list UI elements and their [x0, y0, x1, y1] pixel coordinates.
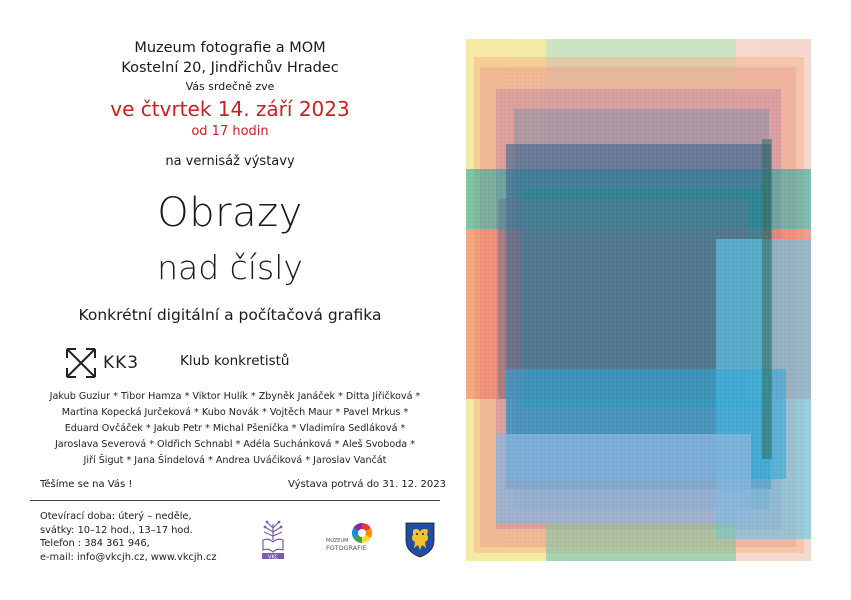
exhibition-title-line2: nad čísly: [157, 248, 303, 287]
museum-logo-icon: [324, 520, 378, 560]
exhibition-end-date: Výstava potrvá do 31. 12. 2023: [288, 479, 446, 490]
library-logo-icon: [258, 518, 288, 560]
kk3-logo-text: KK3: [103, 353, 140, 373]
artist-list: [30, 389, 440, 469]
phone: Telefon : 384 361 946,: [40, 538, 150, 550]
opening-text: na vernisáž výstavy: [165, 154, 295, 169]
exhibition-artwork: [466, 39, 811, 561]
artist-line: Jaroslava Severová * Oldřich Schnabl * Adéla Suchánková * Aleš Svoboda *: [54, 439, 416, 450]
welcome-text: Těšíme se na Vás !: [40, 479, 133, 490]
invitation-text: Vás srdečně zve: [185, 80, 275, 93]
city-coat-of-arms-icon: [404, 521, 436, 559]
contact-links: e-mail: info@vkcjh.cz, www.vkcjh.cz: [40, 551, 217, 563]
artist-line: Jiří Šigut * Jana Šindelová * Andrea Uváčiková * Jaroslav Vančát: [83, 455, 387, 466]
venue-name: Muzeum fotografie a MOM: [134, 40, 326, 56]
museum-logo-label-2: FOTOGRAFIE: [326, 544, 367, 552]
artist-line: Eduard Ovčáček * Jakub Petr * Michal Pšenička * Vladimíra Sedláková *: [64, 423, 406, 434]
opening-hours: Otevírací doba: úterý – neděle,: [40, 511, 192, 522]
museum-logo-label-1: MUZEUM: [326, 538, 349, 544]
exhibition-subtitle: Konkrétní digitální a počítačová grafika: [78, 306, 382, 324]
divider: [30, 500, 440, 501]
exhibition-title-line1: Obrazy: [157, 190, 303, 236]
holiday-hours: svátky: 10–12 hod., 13–17 hod.: [40, 524, 193, 536]
event-date: ve čtvrtek 14. září 2023: [110, 97, 350, 121]
visitor-info: [40, 510, 216, 564]
artist-line: Martina Kopecká Jurčeková * Kubo Novák * Vojtěch Maur * Pavel Mrkus *: [61, 407, 409, 418]
venue-address: Kostelní 20, Jindřichův Hradec: [121, 60, 339, 76]
kk3-logo-icon: [64, 346, 98, 380]
artist-line: Jakub Guziur * Tibor Hamza * Viktor Hulík * Zbyněk Janáček * Ditta Jiřičková *: [49, 391, 421, 402]
venue-block: [30, 38, 430, 78]
club-name: Klub konkretistů: [180, 353, 290, 369]
event-time: od 17 hodin: [191, 124, 269, 139]
library-logo-label: VKC: [268, 554, 278, 560]
